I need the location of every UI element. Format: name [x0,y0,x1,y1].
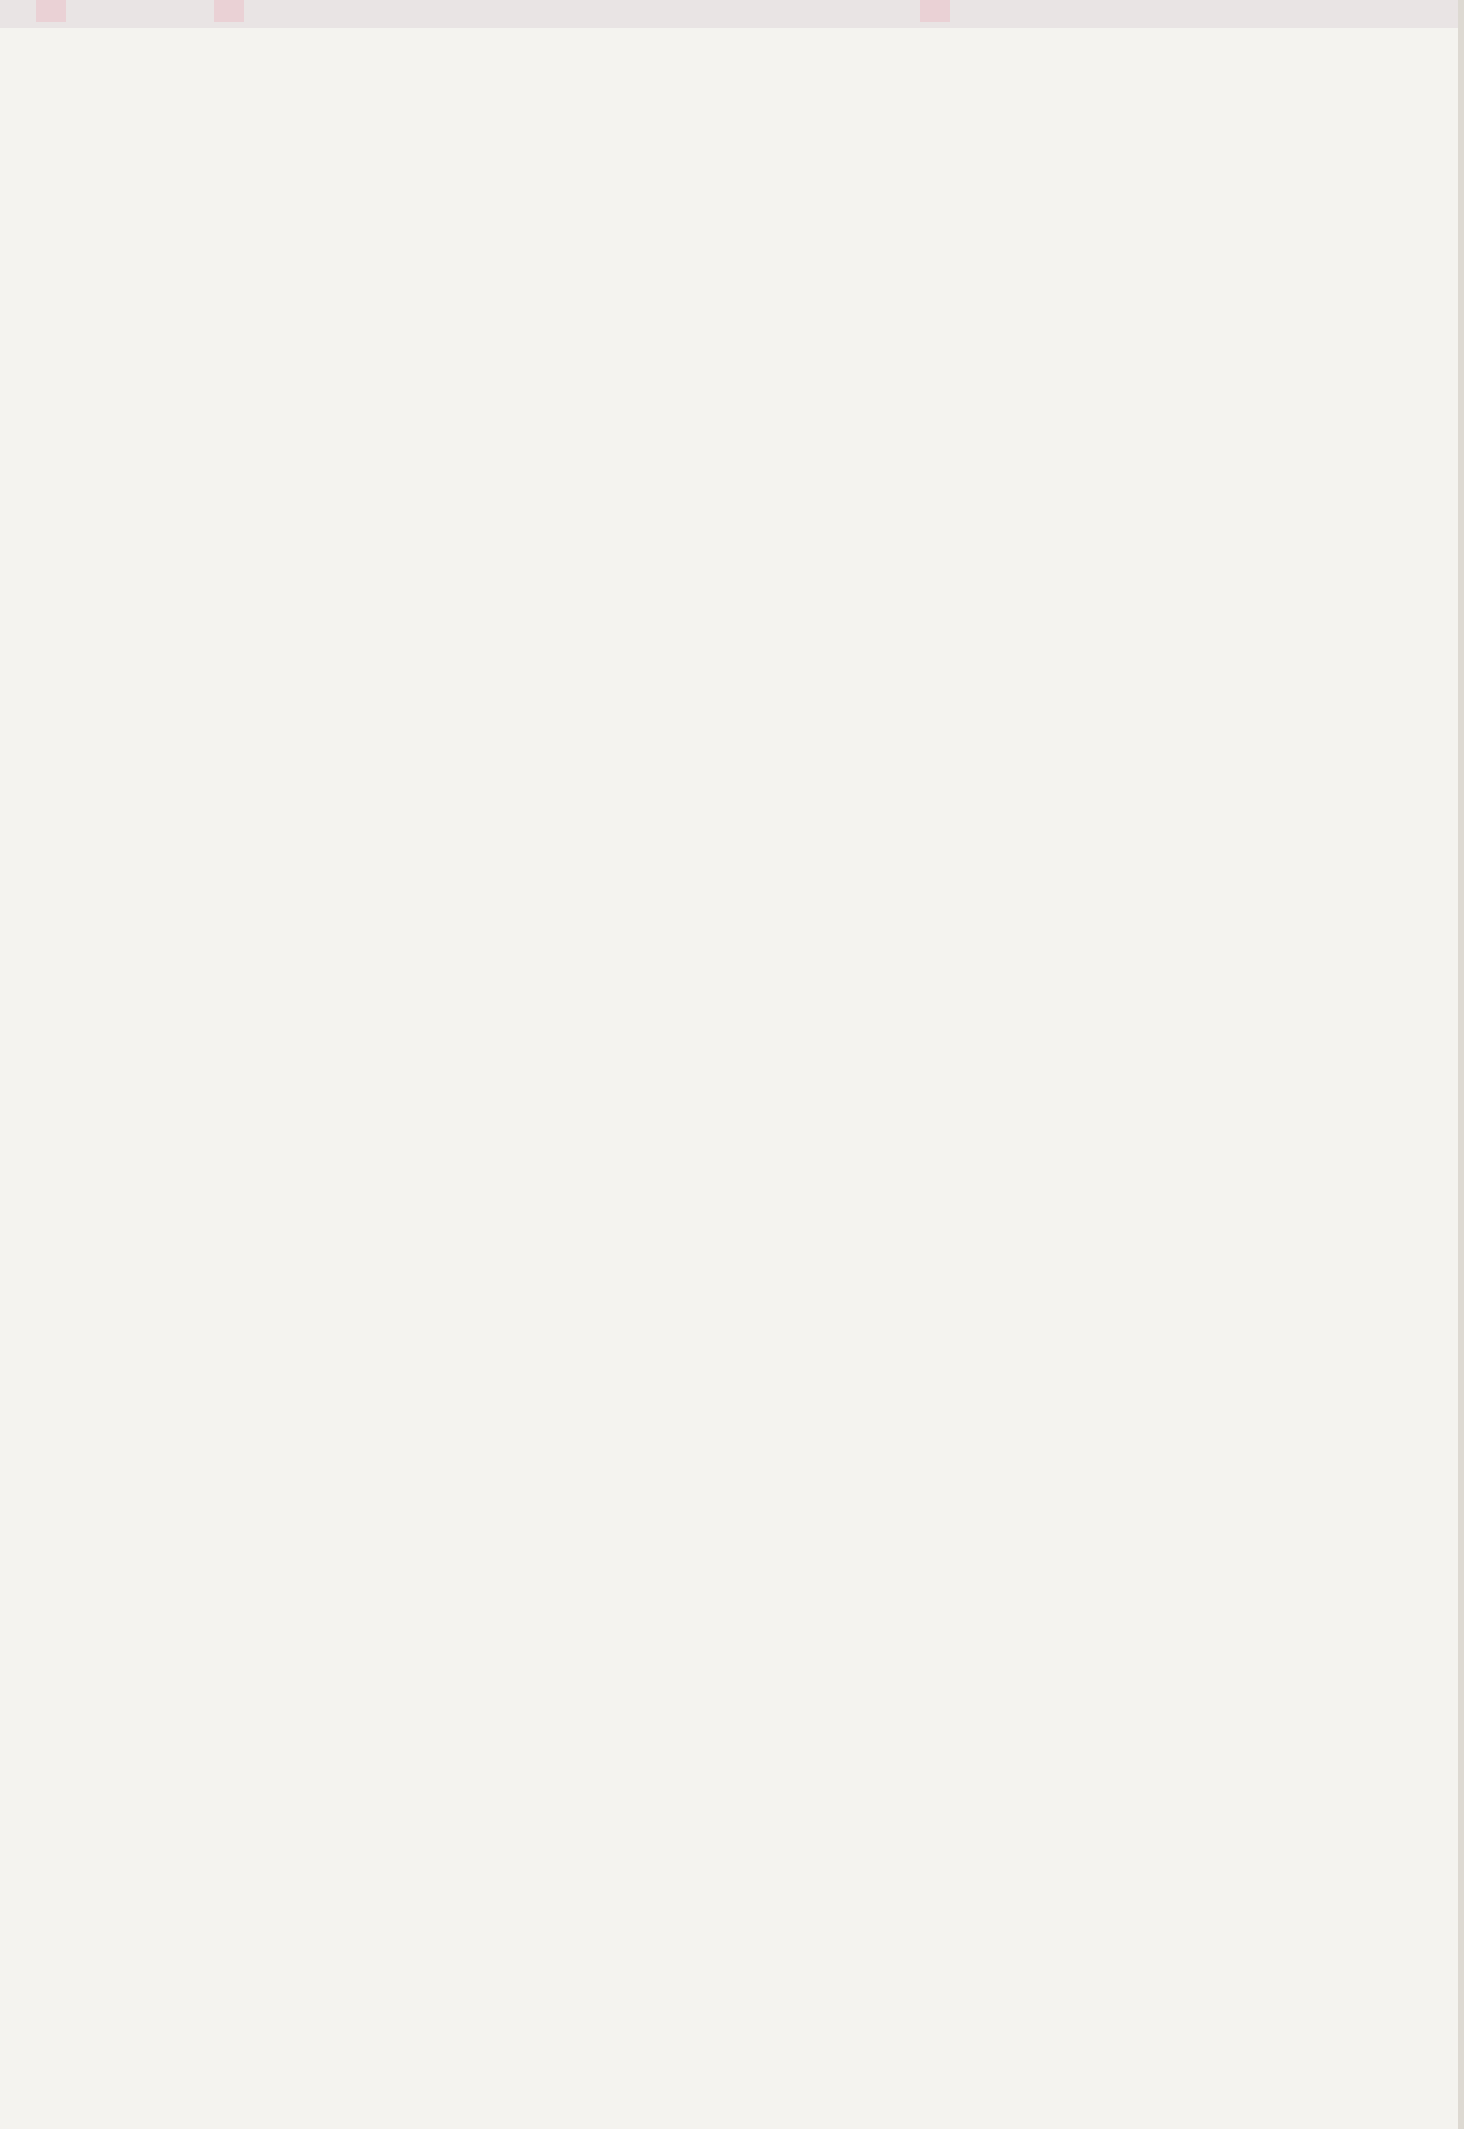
top-paper-mark [214,0,244,22]
right-paper-edge [1458,0,1464,2129]
top-paper-mark [920,0,950,22]
top-paper-mark [36,0,66,22]
